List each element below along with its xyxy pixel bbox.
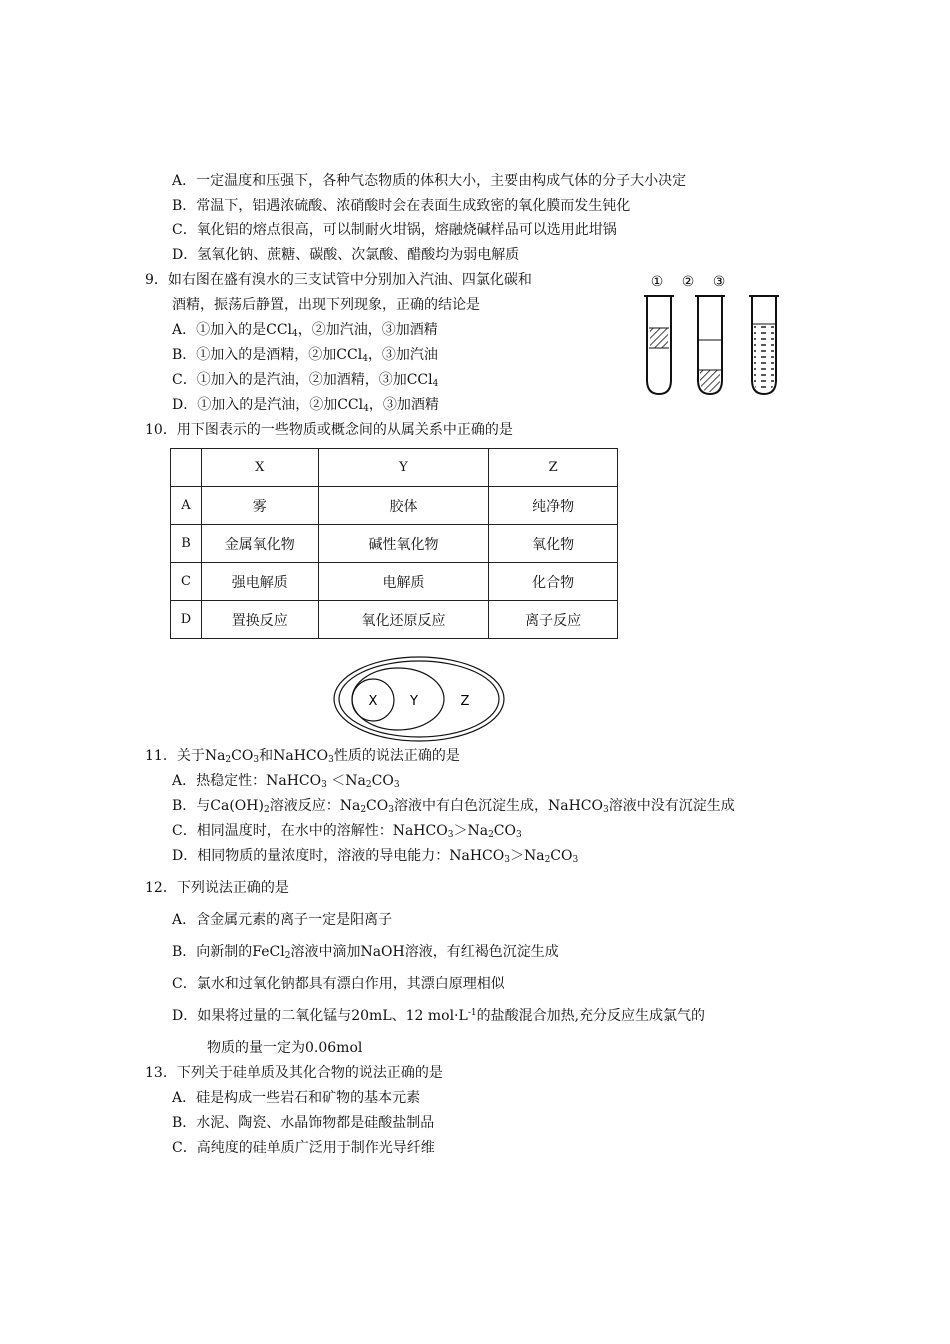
table-cell: 胶体 xyxy=(318,487,489,525)
q11-option-b: B．与$Ca(OH)_2$溶液反应：$Na_2CO_3$溶液中有白色沉淀生成，NaHCO$_3$溶液中没有沉淀生成 xyxy=(172,798,735,815)
q13-option-b: B．水泥、陶瓷、水晶饰物都是硅酸盐制品 xyxy=(172,1115,435,1131)
table-header-cell: X xyxy=(201,449,318,487)
set-z-inner-ring xyxy=(339,661,499,737)
test-tube-1 xyxy=(644,296,674,394)
test-tubes-figure xyxy=(640,270,790,400)
q8-option-c: C．氧化铝的熔点很高，可以制耐火坩锅，熔融烧碱样品可以选用此坩锅 xyxy=(172,222,617,238)
table-cell: 电解质 xyxy=(318,563,489,601)
q9-option-c: C．①加入的是汽油，②加酒精，③加CCl$_4$ xyxy=(172,372,439,389)
table-header-cell: Z xyxy=(489,449,618,487)
table-row xyxy=(171,487,618,525)
table-cell: 氧化物 xyxy=(489,525,618,563)
q12-option-b: B．向新制的FeCl$_2$溶液中滴加NaOH溶液，有红褐色沉淀生成 xyxy=(172,944,559,961)
tube-label-3: ③ xyxy=(712,274,726,290)
q8-option-a: A．一定温度和压强下，各种气态物质的体积大小，主要由构成气体的分子大小决定 xyxy=(172,173,687,189)
q12-option-a: A．含金属元素的离子一定是阳离子 xyxy=(172,912,393,928)
q13-stem: 13．下列关于硅单质及其化合物的说法正确的是 xyxy=(145,1065,443,1081)
relation-table xyxy=(170,448,618,639)
q9-stem-line2: 酒精，振荡后静置，出现下列现象，正确的结论是 xyxy=(172,297,480,313)
table-cell: A xyxy=(171,487,202,525)
q11-option-c: C．相同温度时，在水中的溶解性：$NaHCO_3>Na_2CO_3$ xyxy=(172,823,522,840)
tube-label-1: ① xyxy=(650,274,664,290)
table-header-cell: Y xyxy=(318,449,489,487)
q11-option-d: D．相同物质的量浓度时，溶液的导电能力：$NaHCO_3>Na_2CO_3$ xyxy=(172,848,579,865)
table-cell: 碱性氧化物 xyxy=(318,525,489,563)
table-row xyxy=(171,601,618,639)
q12-option-c: C．氯水和过氧化钠都具有漂白作用，其漂白原理相似 xyxy=(172,976,505,992)
q11-option-a: A．热稳定性：NaHCO$_3$ $<Na_2CO_3$ xyxy=(172,773,400,790)
q13-option-c: C．高纯度的硅单质广泛用于制作光导纤维 xyxy=(172,1140,435,1156)
table-cell: 氧化还原反应 xyxy=(318,601,489,639)
table-cell: 纯净物 xyxy=(489,487,618,525)
q12-option-d-continued: 物质的量一定为0.06mol xyxy=(207,1040,363,1056)
set-y-ellipse xyxy=(352,668,444,730)
table-cell: 离子反应 xyxy=(489,601,618,639)
q8-option-b: B．常温下，铝遇浓硫酸、浓硝酸时会在表面生成致密的氧化膜而发生钝化 xyxy=(172,198,631,214)
q10-stem: 10．用下图表示的一些物质或概念间的从属关系中正确的是 xyxy=(145,422,513,438)
venn-label-x: X xyxy=(368,694,378,709)
table-cell: D xyxy=(171,601,202,639)
q9-option-d: D．①加入的是汽油，②加CCl$_4$，③加酒精 xyxy=(172,397,439,414)
table-cell: 化合物 xyxy=(489,563,618,601)
venn-label-y: Y xyxy=(410,694,418,709)
nested-set-diagram xyxy=(332,654,512,744)
table-row xyxy=(171,563,618,601)
table-header-row xyxy=(171,449,618,487)
q9-option-b: B．①加入的是酒精，②加CCl$_4$，③加汽油 xyxy=(172,347,438,364)
table-cell: 置换反应 xyxy=(201,601,318,639)
q12-stem: 12．下列说法正确的是 xyxy=(145,880,289,896)
test-tube-3 xyxy=(749,296,779,394)
venn-label-z: Z xyxy=(460,694,470,709)
table-row xyxy=(171,525,618,563)
table-cell: 雾 xyxy=(201,487,318,525)
q8-option-d: D．氢氧化钠、蔗糖、碳酸、次氯酸、醋酸均为弱电解质 xyxy=(172,247,520,263)
test-tube-2 xyxy=(695,296,725,394)
table-cell: B xyxy=(171,525,202,563)
q12-option-d: D．如果将过量的二氧化锰与20mL、12 $mol\cdot L^{-1}$的盐酸混合加热,充分反应生成氯气的 xyxy=(172,1008,706,1024)
table-header-cell xyxy=(171,449,202,487)
tube-label-2: ② xyxy=(681,274,695,290)
table-cell: 金属氧化物 xyxy=(201,525,318,563)
set-z-outer-ring xyxy=(334,657,504,741)
q9-option-a: A．①加入的是CCl$_4$，②加汽油，③加酒精 xyxy=(172,322,438,339)
q13-option-a: A．硅是构成一些岩石和矿物的基本元素 xyxy=(172,1090,421,1106)
table-cell: C xyxy=(171,563,202,601)
q11-stem: 11．关于$Na_2CO_3$和NaHCO$_3$性质的说法正确的是 xyxy=(145,748,460,765)
q9-stem-line1: 9．如右图在盛有溴水的三支试管中分别加入汽油、四氯化碳和 xyxy=(145,272,532,288)
table-cell: 强电解质 xyxy=(201,563,318,601)
